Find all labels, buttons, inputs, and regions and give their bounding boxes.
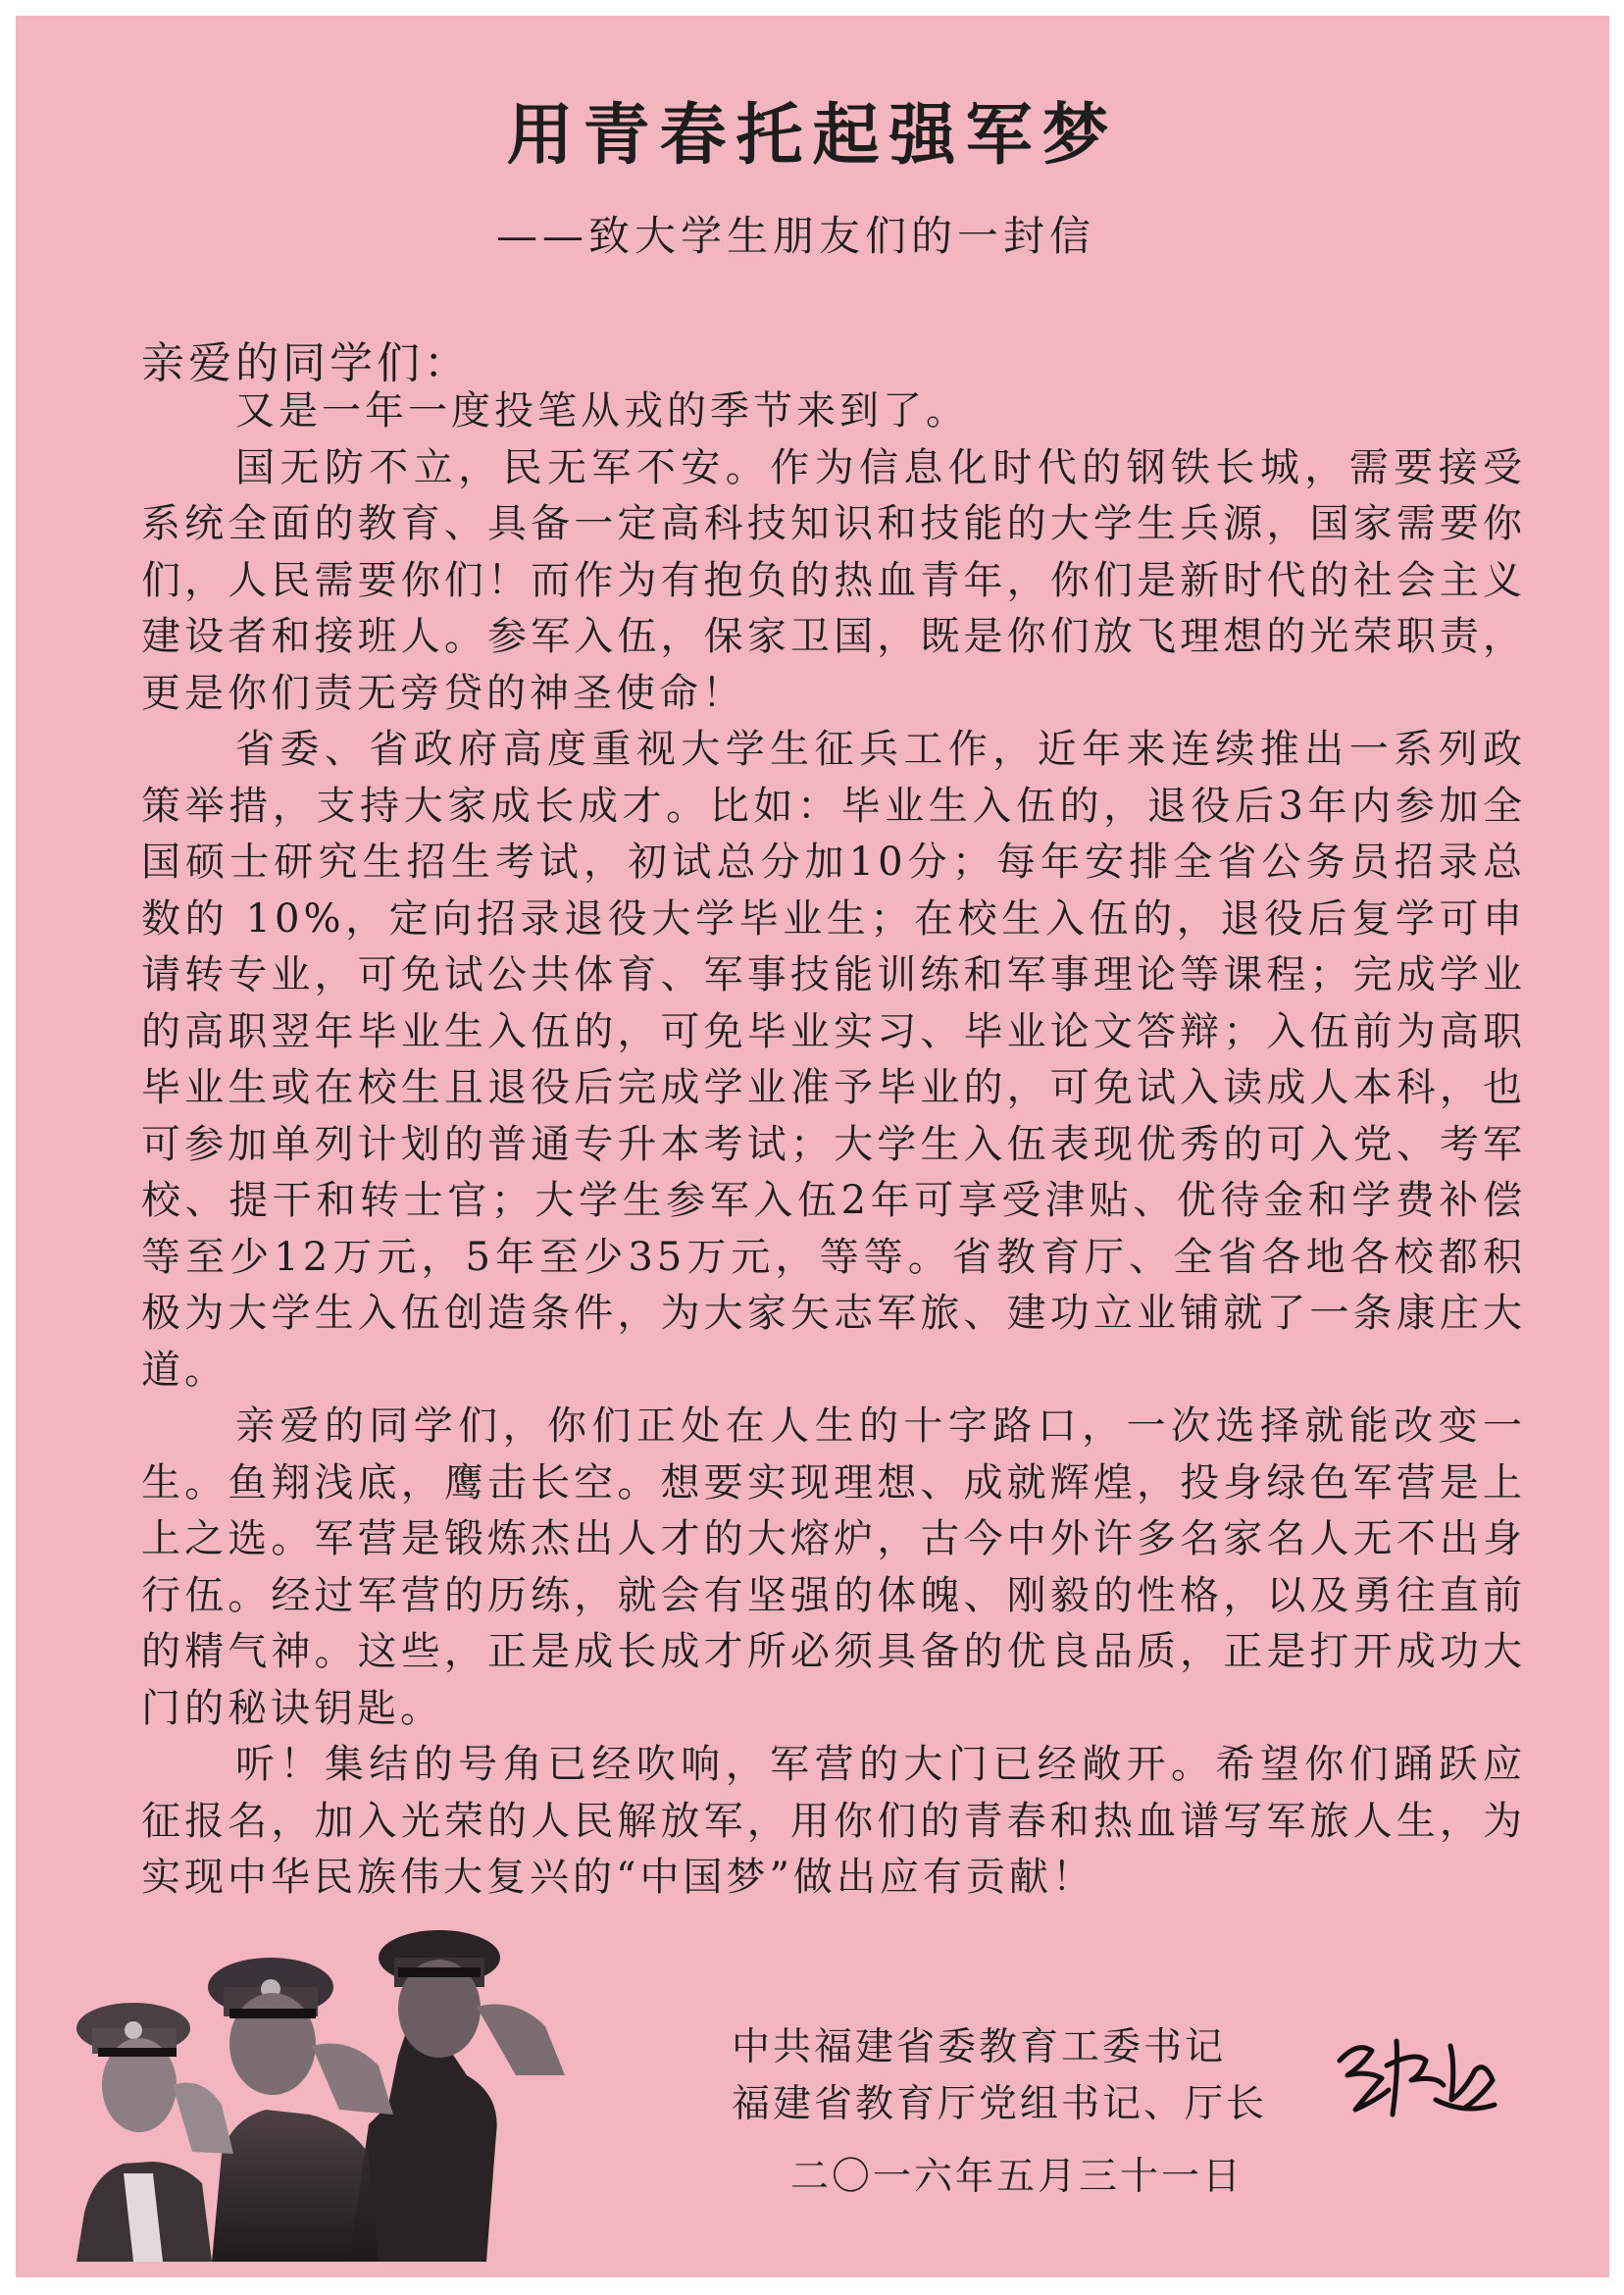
paragraph: 听！集结的号角已经吹响，军营的大门已经敞开。希望你们踊跃应征报名，加入光荣的人民解放军，用你们的青春和热血谱写军旅人生，为实现中华民族伟大复兴的“中国梦”做出应有贡献！: [141, 1742, 1526, 1900]
signer-title-1: 中共福建省委教育工委书记: [732, 2025, 1227, 2069]
letter-page: [16, 16, 1609, 2277]
soldiers-saluting-photo: [55, 1928, 683, 2262]
paragraph: 又是一年一度投笔从戎的季节来到了。: [235, 388, 969, 434]
paragraph: 省委、省政府高度重视大学生征兵工作，近年来连续推出一系列政策举措，支持大家成长成才。比如：毕业生入伍的，退役后3年内参加全国硕士研究生招生考试，初试总分加10分；每年安排全省公务员招录总数的 10%，定向招录退役大学毕业生；在校生入伍的，退役后复学可申请转专业，可免试公共体育、军事技能训练和军事理论等课程；完成学业的高职翌年毕业生入伍的，可免毕业实习、毕业论文答辩；入伍前为高职毕业生或在校生且退役后完成学业准予毕业的，可免试入读成人本科，也可参加单列计划的普通专升本考试；大学生入伍表现优秀的可入党、考军校、提干和转士官；大学生参军入伍2年可享受津贴、优待金和学费补偿等至少12万元，5年至少35万元，等等。省教育厅、全省各地各校都积极为大学生入伍创造条件，为大家矢志军旅、建功立业铺就了一条康庄大道。: [141, 727, 1526, 1393]
letter-title: 用青春托起强军梦: [506, 97, 1119, 175]
letter-subtitle: ——致大学生朋友们的一封信: [496, 212, 1096, 260]
paragraph: 国无防不立，民无军不安。作为信息化时代的钢铁长城，需要接受系统全面的教育、具备一定高科技知识和技能的大学生兵源，国家需要你们，人民需要你们！而作为有抱负的热血青年，你们是新时代的社会主义建设者和接班人。参军入伍，保家卫国，既是你们放飞理想的光荣职责，更是你们责无旁贷的神圣使命！: [141, 444, 1526, 716]
letter-date: 二〇一六年五月三十一日: [790, 2155, 1244, 2199]
salutation: 亲爱的同学们：: [141, 338, 471, 388]
signer-title-2: 福建省教育厅党组书记、厅长: [732, 2082, 1268, 2126]
handwritten-signature: [1328, 2021, 1504, 2129]
letter-body: [141, 383, 1526, 1907]
paragraph: 亲爱的同学们，你们正处在人生的十字路口，一次选择就能改变一生。鱼翔浅底，鹰击长空。想要实现理想、成就辉煌，投身绿色军营是上上之选。军营是锻炼杰出人才的大熔炉，古今中外许多名家名人无不出身行伍。经过军营的历练，就会有坚强的体魄、刚毅的性格，以及勇往直前的精气神。这些，正是成长成才所必须具备的优良品质，正是打开成功大门的秘诀钥匙。: [141, 1403, 1526, 1731]
